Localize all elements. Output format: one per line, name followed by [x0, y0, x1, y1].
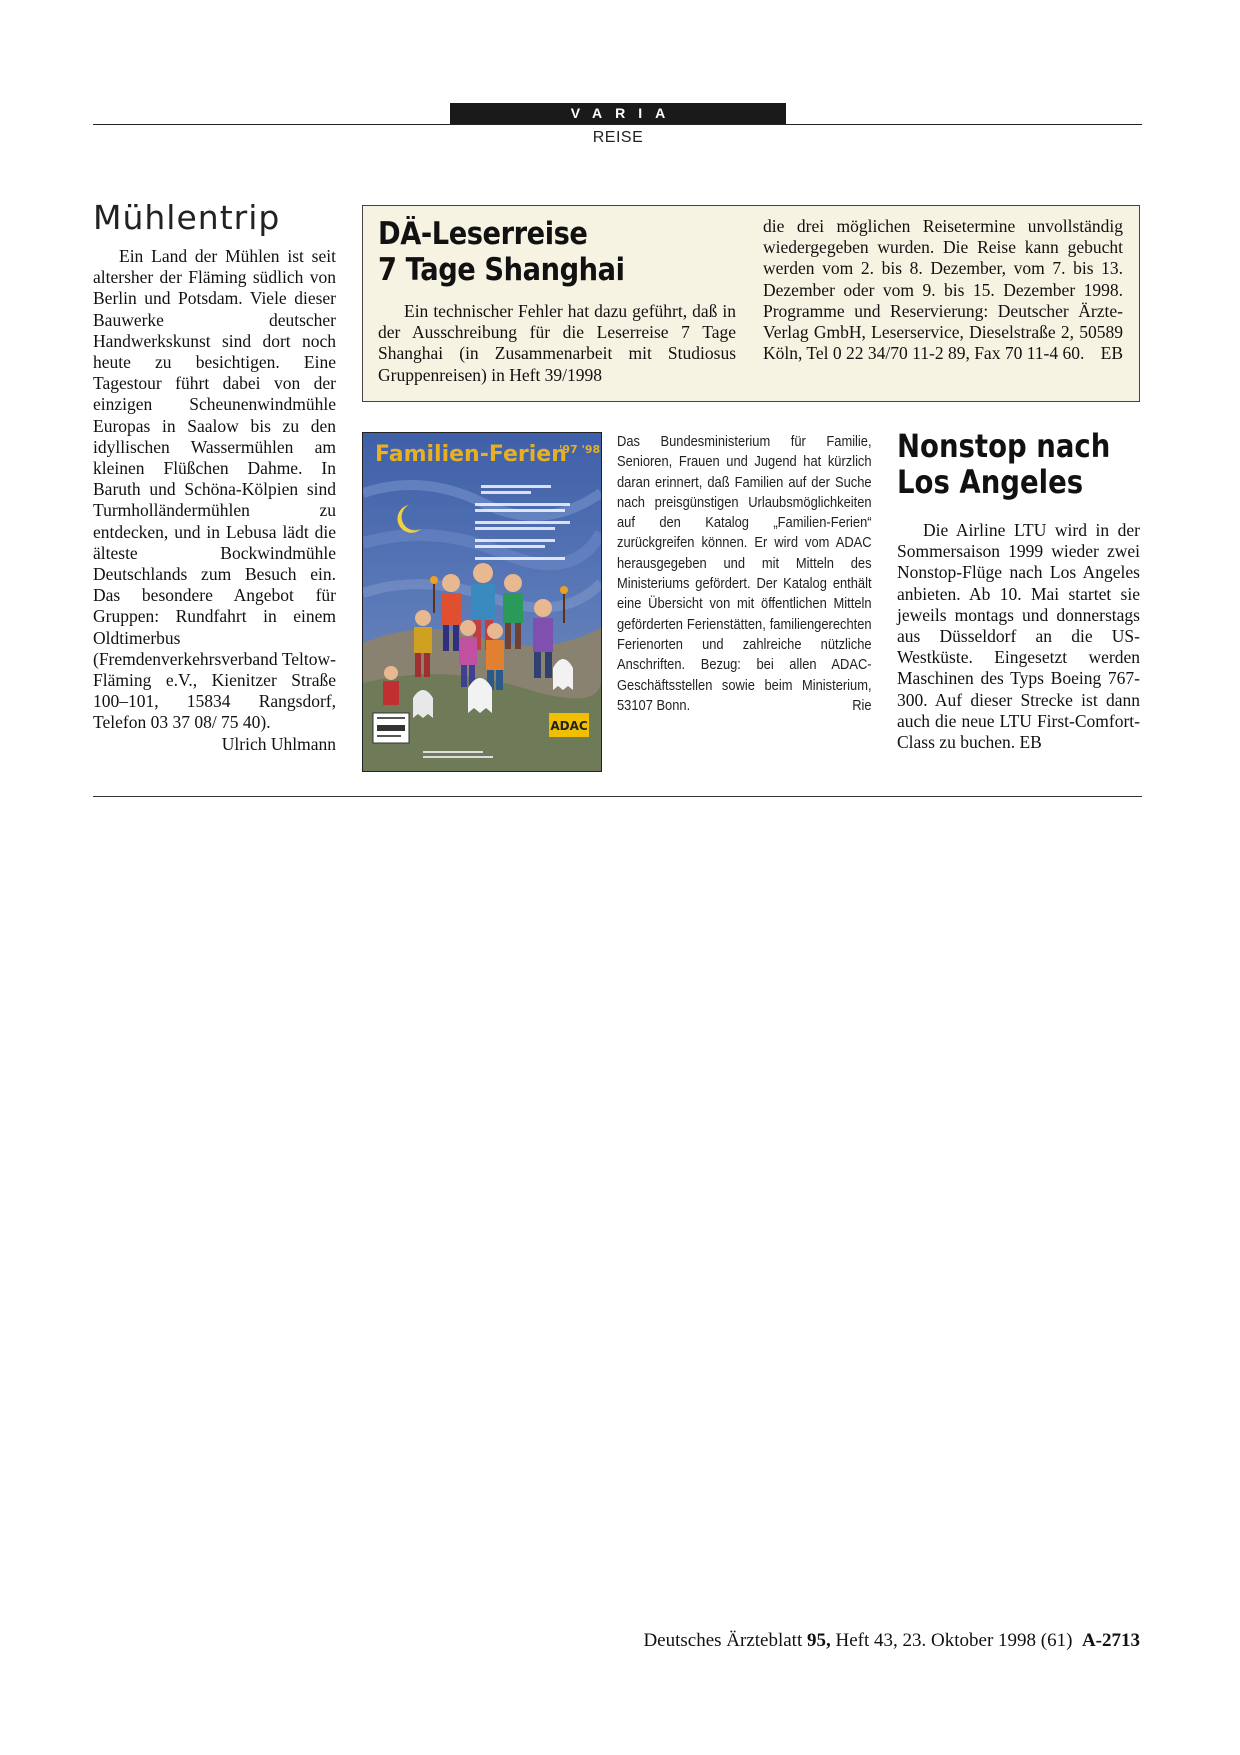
- title-line: Los Angeles: [897, 463, 1084, 501]
- catalog-title: Familien-Ferien: [375, 442, 567, 467]
- article-paragraph: Das Bundesministerium für Familie, Senioren, Frauen und Jugend hat kürzlich daran erinnert, daß Familien auf der Suche nach preisgünstigen Urlaubsmöglichkeiten auf den Katalog „Familien-Ferien“ zurückgreifen können. Er wird vom ADAC herausgegeben und mit Mitteln des Ministeriums gefördert. Der Katalog enthält eine Übersicht von mit öffentlichen Mitteln geförderten Ferienstätten, familiengerechten Ferienorten und zahlreiche nützliche Anschriften. Bezug: bei allen ADAC-Geschäftsstellen sowie beim Ministerium, 53107 Bonn.: [617, 433, 872, 714]
- article-body-muehlentrip: [93, 246, 336, 755]
- title-line: DÄ-Leserreise: [378, 216, 588, 252]
- author-signature: EB: [1100, 343, 1123, 364]
- author-signature: EB: [1019, 732, 1042, 753]
- page-number: A-2713: [1081, 1630, 1140, 1651]
- title-line: Nonstop nach: [897, 427, 1111, 465]
- article-body-familien-ferien: [617, 432, 872, 716]
- subsection-label: REISE: [592, 129, 644, 146]
- author-signature: Ulrich Uhlmann: [221, 733, 336, 754]
- adac-logo-text: ADAC: [550, 719, 588, 733]
- article-paragraph: Ein technischer Fehler hat dazu geführt, daß in der Ausschreibung für die Leserreise 7 Tage Shanghai (in Zusammenarbeit mit Studiosus Gruppenreisen) in Heft 39/1998: [378, 301, 736, 385]
- signature-line: [93, 734, 336, 755]
- article-body-nonstop: [897, 520, 1140, 753]
- article-body-leserreise-col1: [378, 301, 736, 386]
- article-title-muehlentrip: Mühlentrip: [93, 198, 281, 237]
- page-footer: [560, 1630, 1140, 1652]
- article-title-nonstop: [897, 428, 1172, 500]
- title-line: 7 Tage Shanghai: [378, 252, 625, 288]
- content-bottom-rule: [93, 796, 1142, 797]
- journal-name: Deutsches Ärzteblatt: [643, 1630, 803, 1651]
- article-paragraph: Ein Land der Mühlen ist seit altersher der Fläming südlich von Berlin und Potsdam. Viele dieser Bauwerke deutscher Handwerkskunst sind dort noch heute zu besichtigen. Eine Tagestour führt dabei von der einzigen Scheunenwindmühle Europas in Saalow bis zu den idyllischen Wassermühlen am kleinen Flüßchen Dahme. In Baruth und Schöna-Kölpien sind Turmholländermühlen zu entdecken, und in Lebusa lädt die älteste Bockwindmühle Deutschlands zum Besuch ein. Das besondere Angebot für Gruppen: Rundfahrt in einem Oldtimerbus (Fremdenverkehrsverband Teltow-Fläming e.V., Kienitzer Straße 100–101, 15834 Rangsdorf, Telefon 03 37 08/ 75 40).: [93, 246, 336, 733]
- article-title-leserreise: [378, 216, 695, 288]
- header-rule: [93, 124, 1142, 125]
- catalog-illustration: [363, 433, 601, 771]
- catalog-years: '97 '98: [559, 443, 601, 456]
- catalog-cover-image: [362, 432, 602, 772]
- section-label: VARIA: [450, 103, 786, 124]
- article-paragraph: Die Airline LTU wird in der Sommersaison 1999 wieder zwei Nonstop-Flüge nach Los Angeles anbieten. Ab 10. Mai startet sie jeweils montags und donnerstags aus Düsseldorf an die US-Westküste. Eingesetzt werden Maschinen des Typs Boeing 767-300. Auf dieser Strecke ist dann auch die neue LTU First-Comfort-Class zu buchen. EB: [897, 520, 1140, 753]
- author-signature: Rie: [852, 697, 872, 715]
- article-body-leserreise-col2: [763, 216, 1123, 365]
- journal-volume: 95,: [807, 1630, 831, 1651]
- journal-issue: Heft 43, 23. Oktober 1998 (61): [835, 1630, 1073, 1651]
- article-paragraph: die drei möglichen Reisetermine unvollständig wiedergegeben wurden. Die Reise kann gebucht werden vom 2. bis 8. Dezember, vom 7. bis 13. Dezember oder vom 9. bis 15. Dezember 1998. Programme und Reservierung: Deutscher Ärzte-Verlag GmbH, Leserservice, Dieselstraße 2, 50589 Köln, Tel 0 22 34/70 11-2 89, Fax 70 11-4 60.: [763, 216, 1123, 364]
